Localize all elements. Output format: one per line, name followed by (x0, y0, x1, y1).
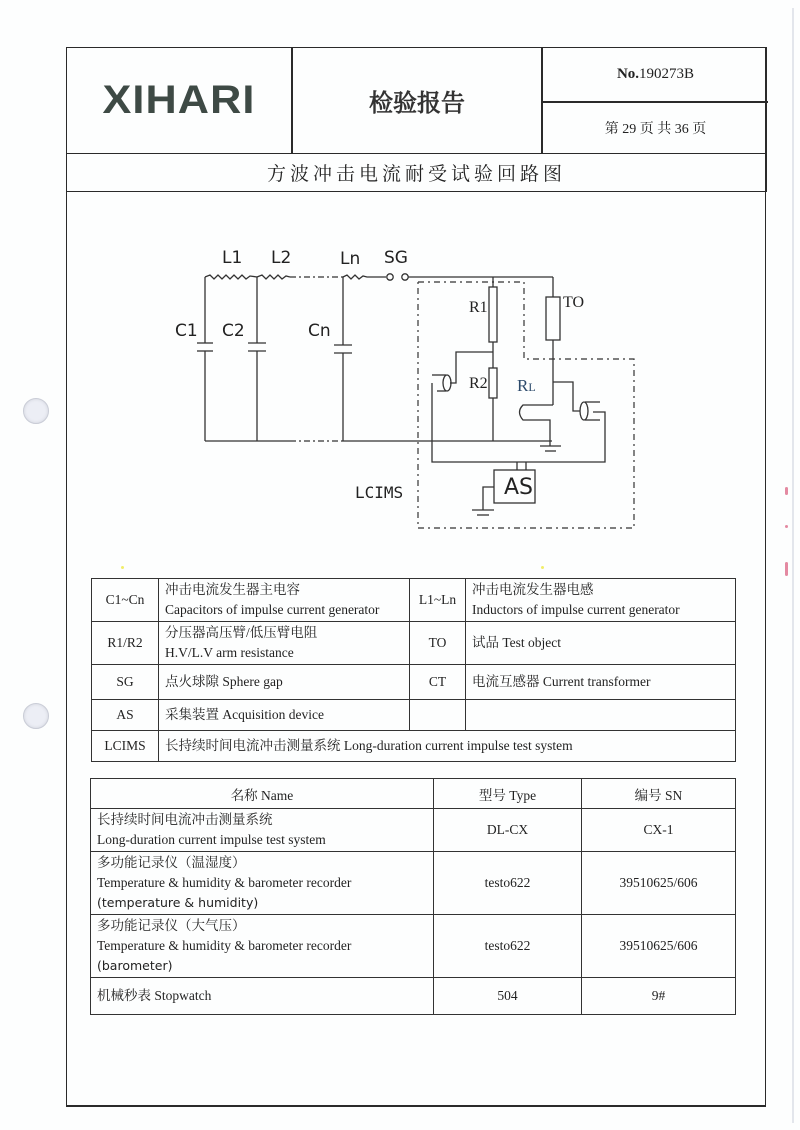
cell-text-line: 冲击电流发生器电感 (472, 582, 594, 597)
capacitor-cn-icon (334, 345, 352, 353)
cell-text-line: 多功能记录仪（温湿度） (97, 855, 246, 870)
cell-text-line: 冲击电流发生器主电容 (165, 582, 300, 597)
report-number-value: 190273B (639, 66, 695, 82)
ground-icon (472, 510, 494, 515)
cell-text-line: Temperature & humidity & barometer recorder (97, 938, 352, 953)
label-lcims: LCIMS (355, 483, 404, 502)
inductor-l1-icon (205, 275, 257, 279)
legend-row (92, 665, 736, 700)
label-ln: Ln (340, 249, 361, 269)
section-title: 方波冲击电流耐受试验回路图 (66, 153, 767, 192)
cell-text-line: Temperature & humidity & barometer recorder (97, 875, 352, 890)
legend-row (92, 622, 736, 665)
cell-text-line: (temperature & humidity) (97, 895, 259, 910)
legend-empty-cell (410, 700, 466, 731)
legend-symbol: SG (92, 665, 159, 700)
label-as: AS (504, 475, 534, 500)
sphere-gap-icon (387, 274, 408, 280)
wire (553, 382, 580, 411)
column-header-sn: 编号 SN (582, 779, 736, 809)
legend-description: 采集装置 Acquisition device (159, 700, 410, 731)
connector-left-icon (432, 375, 451, 391)
legend-description (159, 579, 410, 622)
legend-description: 长持续时间电流冲击测量系统 Long-duration current impulse test system (159, 731, 736, 762)
connector-right-icon (580, 402, 600, 420)
cell-text-line: 长持续时间电流冲击测量系统 (97, 812, 273, 827)
equipment-type: DL-CX (434, 809, 582, 852)
ground-icon (540, 446, 561, 451)
label-l1: L1 (222, 248, 243, 268)
equipment-type: testo622 (434, 915, 582, 978)
equipment-name (91, 809, 434, 852)
equipment-sn: CX-1 (582, 809, 736, 852)
company-logo: XIHARI (102, 77, 256, 122)
cell-text-line: Inductors of impulse current generator (472, 602, 680, 617)
label-c2: C2 (222, 321, 245, 341)
stamp-fragment (785, 562, 788, 576)
inductor-l2-icon (257, 275, 290, 279)
equipment-type: testo622 (434, 852, 582, 915)
label-to: TO (563, 294, 585, 311)
legend-empty-cell (466, 700, 736, 731)
legend-symbol: L1~Ln (410, 579, 466, 622)
legend-description: 点火球隙 Sphere gap (159, 665, 410, 700)
equipment-row (91, 852, 736, 915)
equipment-row (91, 809, 736, 852)
capacitor-c1-icon (197, 343, 213, 351)
legend-symbol: TO (410, 622, 466, 665)
current-loop-rl-icon (520, 405, 554, 446)
report-number-prefix: No. (616, 66, 640, 82)
legend-row (92, 731, 736, 762)
label-sg: SG (384, 248, 408, 268)
label-r1: R1 (469, 299, 488, 316)
cell-text-line: 分压器高压臂/低压臂电阻 (165, 625, 318, 640)
punch-hole-icon (23, 703, 49, 729)
equipment-sn: 9# (582, 978, 736, 1015)
legend-row (92, 700, 736, 731)
legend-table (91, 578, 736, 762)
legend-description: 电流互感器 Current transformer (466, 665, 736, 700)
wire (483, 487, 494, 510)
resistor-r1-icon (489, 287, 497, 342)
equipment-row (91, 978, 736, 1015)
page-info: 第 29 页 共 36 页 (604, 122, 707, 137)
label-l2: L2 (271, 248, 292, 268)
equipment-name (91, 852, 434, 915)
equipment-type: 504 (434, 978, 582, 1015)
legend-symbol: C1~Cn (92, 579, 159, 622)
legend-symbol: R1/R2 (92, 622, 159, 665)
test-object-icon (546, 297, 560, 340)
label-c1: C1 (175, 321, 198, 341)
legend-description: 试品 Test object (466, 622, 736, 665)
label-rl: RL (517, 376, 536, 395)
equipment-table (90, 778, 736, 1015)
equipment-row (91, 915, 736, 978)
legend-symbol: AS (92, 700, 159, 731)
cell-text-line: (barometer) (97, 958, 173, 973)
cell-text-line: H.V/L.V arm resistance (165, 645, 294, 660)
equipment-sn: 39510625/606 (582, 852, 736, 915)
label-cn: Cn (308, 321, 331, 341)
cell-text-line: 多功能记录仪（大气压） (97, 918, 246, 933)
inductor-ln-icon (343, 275, 386, 279)
resistor-r2-icon (489, 368, 497, 398)
equipment-name (91, 915, 434, 978)
legend-description (159, 622, 410, 665)
legend-row (92, 579, 736, 622)
legend-symbol: LCIMS (92, 731, 159, 762)
legend-description (466, 579, 736, 622)
capacitor-c2-icon (248, 343, 266, 351)
column-header-name: 名称 Name (91, 779, 434, 809)
equipment-header-row (91, 779, 736, 809)
report-title: 检验报告 (369, 88, 465, 117)
equipment-name: 机械秒表 Stopwatch (91, 978, 434, 1015)
cell-text-line: Long-duration current impulse test system (97, 832, 326, 847)
legend-symbol: CT (410, 665, 466, 700)
column-header-type: 型号 Type (434, 779, 582, 809)
equipment-sn: 39510625/606 (582, 915, 736, 978)
label-r2: R2 (469, 375, 488, 392)
cell-text-line: Capacitors of impulse current generator (165, 602, 380, 617)
circuit-diagram (0, 0, 800, 560)
